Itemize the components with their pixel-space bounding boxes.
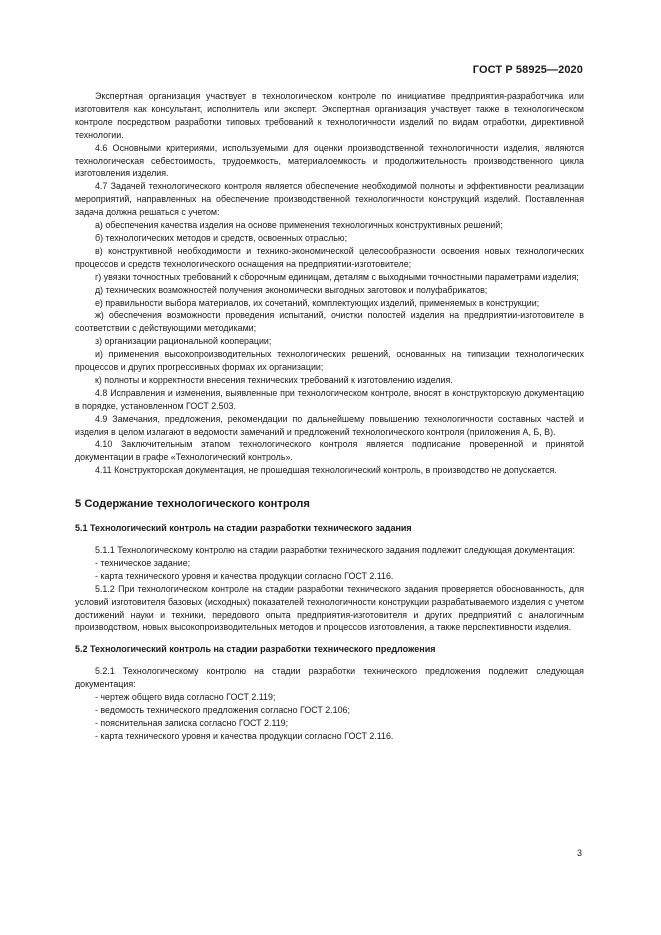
list-item: и) применения высокопроизводительных технологических решений, основанных на типизации технологических процессов и других прогрессивных формах их организации; — [75, 349, 584, 373]
list-item: з) организации рациональной кооперации; — [95, 336, 272, 347]
paragraph: 4.11 Конструкторская документация, не прошедшая технологический контроль, в производство не допускается. — [95, 465, 557, 476]
list-item: в) конструктивной необходимости и технико-экономической целесообразности освоения новых технологических процессов и средств технологического оснащения на предприятии-изготовителе; — [75, 245, 584, 269]
list-item: - карта технического уровня и качества продукции согласно ГОСТ 2.116. — [95, 570, 394, 581]
paragraph: 4.10 Заключительным этапом технологического контроля является подписание проверенной и принятой документации в графе «Технологический контроль». — [75, 439, 584, 463]
list-item: - карта технического уровня и качества продукции согласно ГОСТ 2.116. — [95, 730, 394, 741]
paragraph: 4.6 Основными критериями, используемыми для оценки производственной технологичности изделия, являются технологическая себестоимость, трудоемкость, материалоемкость и продолжительность производственного цикла изготовления изделия. — [75, 142, 584, 179]
paragraph: Экспертная организация участвует в технологическом контроле по инициативе предприятия-разработчика или изготовителя как консультант, исполнитель или эксперт. Экспертная организация участвует также в технологическом контроле посредством разработки типовых требований к технологичности изделий по видам отработки, директивной технологии. — [75, 91, 584, 140]
list-item: - чертеж общего вида согласно ГОСТ 2.119; — [95, 692, 276, 703]
subsection-heading: 5.1 Технологический контроль на стадии разработки технического задания — [75, 523, 412, 534]
document-id: ГОСТ Р 58925—2020 — [472, 64, 583, 76]
list-item: - ведомость технического предложения согласно ГОСТ 2.106; — [95, 704, 350, 715]
page-number: 3 — [576, 848, 582, 858]
document-body — [75, 90, 584, 743]
list-item: ж) обеспечения возможности проведения испытаний, очистки полостей изделия на предприятии-изготовителе в соответствии с действующими методиками; — [75, 310, 584, 334]
paragraph: 4.9 Замечания, предложения, рекомендации по дальнейшему повышению технологичности составных частей и изделия в целом излагают в ведомости замечаний и предложений технологического контроля (приложения А, Б, В). — [75, 413, 584, 437]
list-item: д) технических возможностей получения экономически выгодных заготовок и полуфабрикатов; — [95, 284, 488, 295]
paragraph: 5.1.1 Технологическому контролю на стадии разработки технического задания подлежит следующая документация: — [95, 545, 575, 555]
paragraph: 4.7 Задачей технологического контроля является обеспечение необходимой полноты и эффективности реализации мероприятий, направленных на обеспечение производственной технологичности конструкций изделий. Поставленная задача должна решаться с учетом: — [75, 181, 584, 218]
list-item: а) обеспечения качества изделия на основе применения технологичных конструктивных решений; — [95, 220, 503, 231]
paragraph: 4.8 Исправления и изменения, выявленные при технологическом контроле, вносят в конструкторскую документацию в порядке, установленном ГОСТ 2.503. — [75, 387, 584, 411]
list-item: б) технологических методов и средств, освоенных отраслью; — [95, 232, 348, 243]
list-item: к) полноты и корректности внесения технических требований к изготовлению изделия. — [95, 374, 453, 385]
paragraph: 5.2.1 Технологическому контролю на стадии разработки технического предложения подлежит следующая документация: — [75, 666, 584, 690]
list-item: - пояснительная записка согласно ГОСТ 2.119; — [95, 717, 289, 728]
subsection-heading: 5.2 Технологический контроль на стадии разработки технического предложения — [75, 644, 436, 655]
section-heading: 5 Содержание технологического контроля — [75, 498, 310, 511]
list-item: - техническое задание; — [95, 557, 191, 568]
list-item: е) правильности выбора материалов, их сочетаний, комплектующих изделий, применяемых в конструкции; — [95, 297, 540, 308]
list-item: г) увязки точностных требований к сборочным единицам, деталям с выходными точностными параметрами изделия; — [95, 271, 579, 282]
paragraph: 5.1.2 При технологическом контроле на стадии разработки технического задания проверяется обоснованность, для условий изготовителя базовых (исходных) показателей технологичности конструкции разрабатываемого изделия с учетом достижений науки и техники, передового опыта предприятия-изготовителя и других предприятий с аналогичным производством, новых высокопроизводительных методов и процессов изготовления, а также перспективности изделия. — [75, 583, 584, 633]
